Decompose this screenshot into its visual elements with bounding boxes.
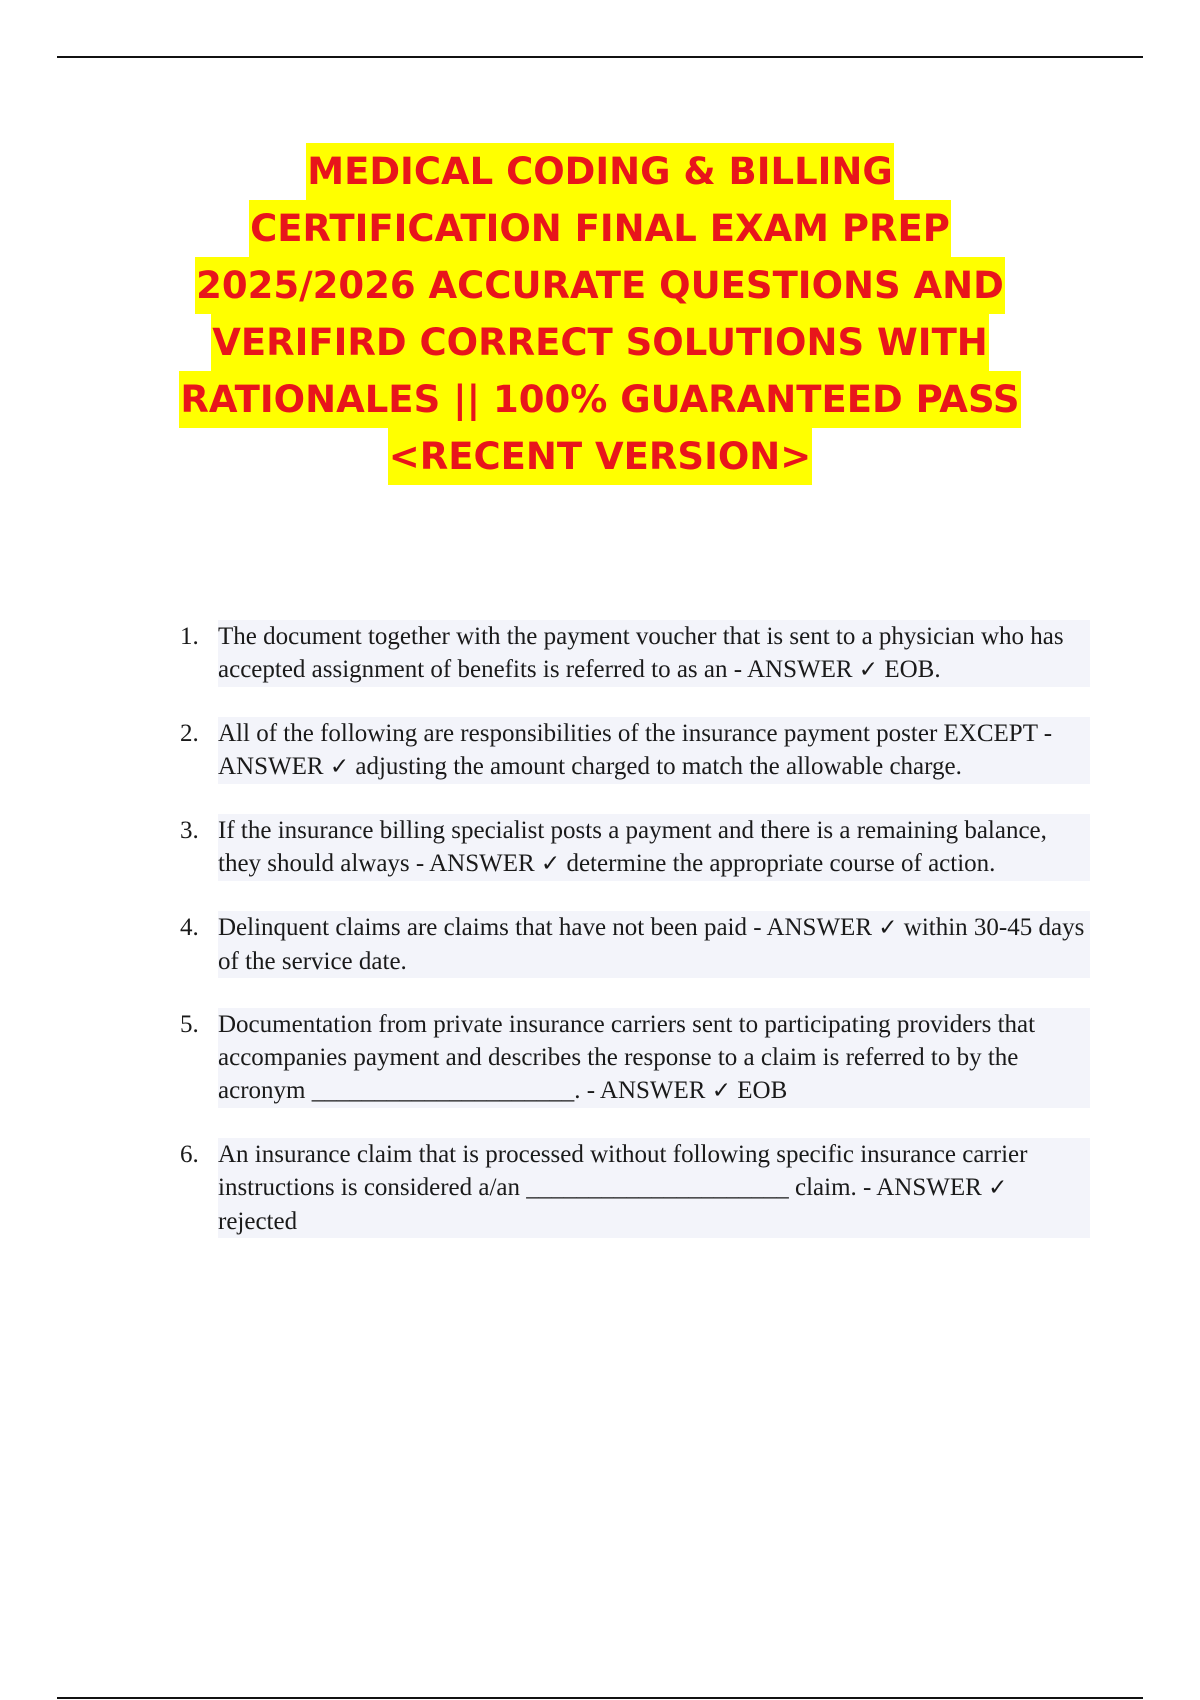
- checkmark-icon: ✓: [988, 1175, 1008, 1201]
- top-rule: [57, 56, 1143, 58]
- answer-text: EOB: [737, 1077, 788, 1104]
- question-text: [218, 717, 1090, 784]
- question-text: [218, 1008, 1090, 1108]
- question-list: [180, 620, 1090, 1268]
- checkmark-icon: ✓: [540, 851, 561, 877]
- answer-text: rejected: [218, 1208, 298, 1235]
- question-text: [218, 911, 1090, 978]
- question-text: [218, 814, 1090, 881]
- title-line: <RECENT VERSION>: [100, 428, 1100, 485]
- question-prompt: Documentation from private insurance carriers sent to participating providers that accompanies payment and describes the response to a claim is referred to by the acronym _____________________. -: [218, 1011, 1036, 1104]
- document-title: [100, 143, 1100, 485]
- question-text: [218, 1138, 1090, 1238]
- answer-text: adjusting the amount charged to match the allowable charge.: [355, 753, 962, 780]
- question-prompt: An insurance claim that is processed without following specific insurance carrier instructions is considered a/an _____________________ claim. -: [218, 1141, 1028, 1201]
- answer-label: ANSWER: [746, 656, 853, 683]
- bottom-rule: [57, 1697, 1143, 1699]
- title-line: VERIFIRD CORRECT SOLUTIONS WITH: [100, 314, 1100, 371]
- answer-text: EOB.: [884, 656, 941, 683]
- answer-text: determine the appropriate course of action.: [566, 850, 996, 877]
- checkmark-icon: ✓: [711, 1078, 732, 1104]
- title-line: CERTIFICATION FINAL EXAM PREP: [100, 200, 1100, 257]
- answer-label: ANSWER: [218, 753, 324, 780]
- checkmark-icon: ✓: [329, 754, 350, 780]
- question-number: 4.: [180, 914, 199, 941]
- question-prompt: All of the following are responsibilities of the insurance payment poster EXCEPT -: [218, 720, 1053, 747]
- checkmark-icon: ✓: [858, 657, 879, 683]
- question-item: [180, 911, 1090, 978]
- question-number: 2.: [180, 720, 199, 747]
- title-line: RATIONALES || 100% GUARANTEED PASS: [100, 371, 1100, 428]
- answer-label: ANSWER: [876, 1174, 982, 1201]
- question-item: [180, 620, 1090, 687]
- answer-label: ANSWER: [429, 850, 535, 877]
- question-prompt: The document together with the payment voucher that is sent to a physician who has accepted assignment of benefits is referred to as an -: [218, 623, 1064, 683]
- question-item: [180, 1008, 1090, 1108]
- question-text: [218, 620, 1090, 687]
- question-number: 5.: [180, 1011, 199, 1038]
- title-line: 2025/2026 ACCURATE QUESTIONS AND: [100, 257, 1100, 314]
- question-item: [180, 717, 1090, 784]
- question-number: 6.: [180, 1141, 199, 1168]
- question-prompt: If the insurance billing specialist posts a payment and there is a remaining balance, they should always -: [218, 817, 1047, 877]
- question-item: [180, 814, 1090, 881]
- question-number: 3.: [180, 817, 199, 844]
- answer-label: ANSWER: [766, 914, 872, 941]
- checkmark-icon: ✓: [878, 915, 898, 941]
- title-line: MEDICAL CODING & BILLING: [100, 143, 1100, 200]
- question-item: [180, 1138, 1090, 1238]
- answer-label: ANSWER: [599, 1077, 706, 1104]
- question-number: 1.: [180, 623, 199, 650]
- question-prompt: Delinquent claims are claims that have not been paid -: [218, 914, 767, 941]
- answer-text: within 30-45 days of the service date.: [218, 914, 1085, 975]
